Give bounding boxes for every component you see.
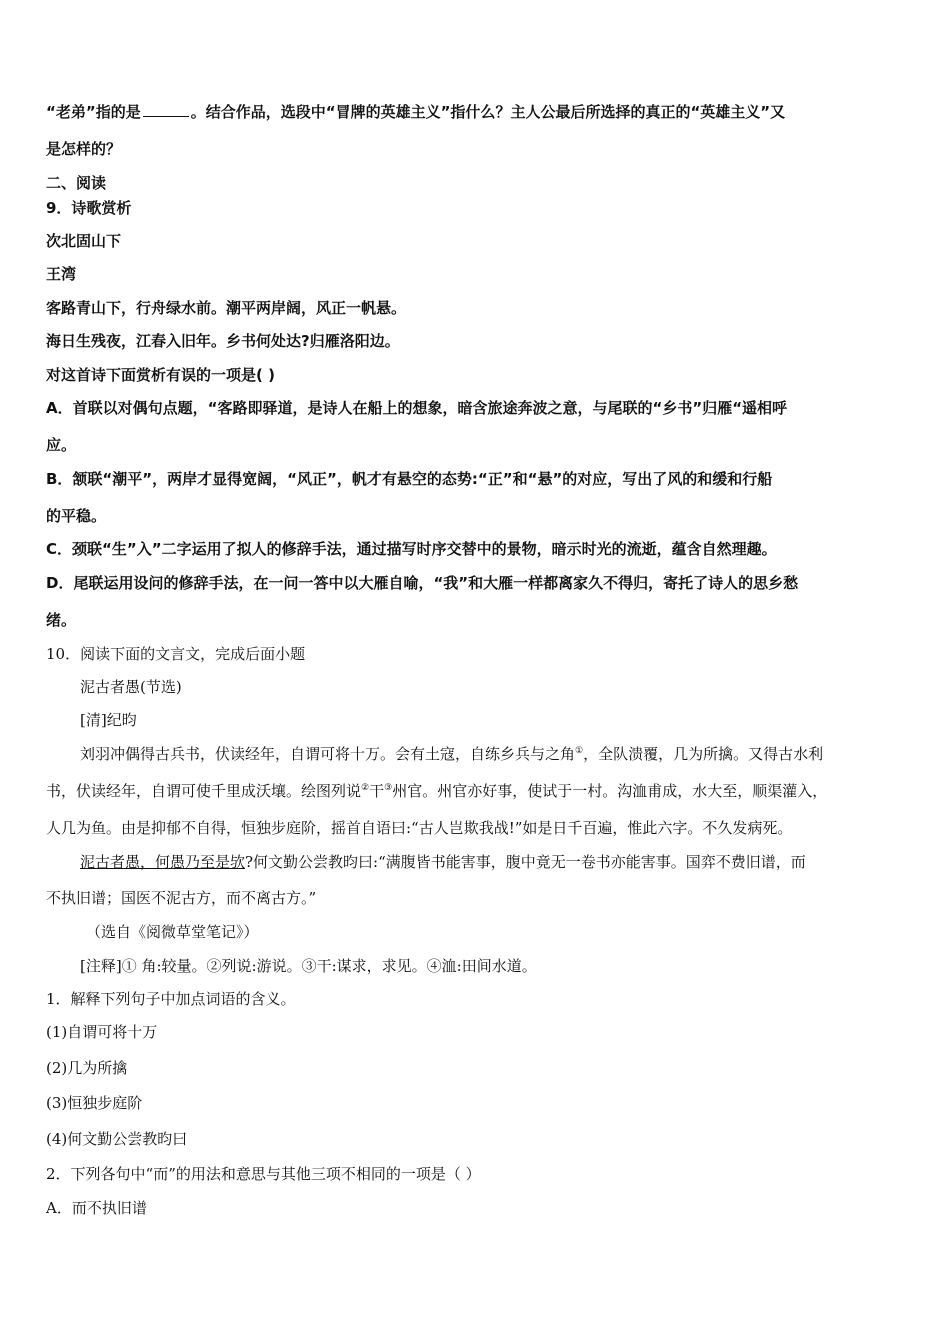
poem-title: 次北固山下 xyxy=(46,232,122,250)
sub-question-2: 2．下列各句中“而”的用法和意思与其他三项不相同的一项是（ ） xyxy=(46,1165,481,1183)
passage-p2-line-1: 泥古者愚，何愚乃至是欤?何文勤公尝教昀曰:“满腹皆书能害事，腹中竟无一卷书亦能害事。国弈不费旧谱，而 xyxy=(80,853,806,871)
passage-p2-line-2: 不执旧谱；国医不泥古方，而不离古方。” xyxy=(46,889,317,907)
sub-2-option-a[interactable]: A．而不执旧谱 xyxy=(46,1199,147,1217)
passage-notes: [注释]① 角:较量。②列说:游说。③干:谋求，求见。④洫:田间水道。 xyxy=(80,957,537,975)
q9-option-a-1[interactable]: A．首联以对偶句点题，“客路即驿道，是诗人在船上的想象，暗含旅途奔波之意，与尾联的“乡书”归雁“遥相呼 xyxy=(46,399,788,417)
poem-line-1: 客路青山下，行舟绿水前。潮平两岸阔，风正一帆悬。 xyxy=(46,299,407,317)
section-heading: 二、阅读 xyxy=(46,174,107,192)
q8-line-1 xyxy=(46,102,785,122)
q10-heading: 10．阅读下面的文言文，完成后面小题 xyxy=(46,645,306,663)
q9-option-b-1[interactable]: B．颔联“潮平”，两岸才显得宽阔，“风正”，帆才有悬空的态势:“正”和“悬”的对应，写出了风的和缓和行船 xyxy=(46,470,773,488)
poem-line-2: 海日生残夜，江春入旧年。乡书何处达?归雁洛阳边。 xyxy=(46,332,400,350)
sub-1-item-4: (4)何文勤公尝教昀曰 xyxy=(46,1130,188,1148)
footnote-mark: ② xyxy=(361,783,370,793)
q8-line-2: 是怎样的？ xyxy=(46,140,122,158)
passage-author: [清]纪昀 xyxy=(80,711,137,729)
q9-question: 对这首诗下面赏析有误的一项是( ) xyxy=(46,366,275,384)
q9-option-d-2: 绪。 xyxy=(46,611,77,629)
q9-option-d-1[interactable]: D．尾联运用设问的修辞手法，在一问一答中以大雁自喻，“我”和大雁一样都离家久不得归，寄托了诗人的思乡愁 xyxy=(46,574,799,592)
passage-p1-line-3: 人几为鱼。由是抑郁不自得，恒独步庭阶，摇首自语曰:“古人岂欺我战!”如是日千百遍，惟此六字。不久发病死。 xyxy=(46,819,793,837)
q9-option-a-2: 应。 xyxy=(46,436,77,454)
q9-option-c[interactable]: C．颈联“生”入”二字运用了拟人的修辞手法，通过描写时序交替中的景物，暗示时光的流逝，蕴含自然理趣。 xyxy=(46,540,777,558)
q8-line-1-a: “老弟”指的是 xyxy=(46,103,141,121)
q9-option-b-2: 的平稳。 xyxy=(46,507,107,525)
sub-1-item-1: (1)自谓可将十万 xyxy=(46,1023,158,1041)
passage-source: （选自《阅微草堂笔记》） xyxy=(86,923,259,941)
passage-p1-line-1: 刘羽冲偶得古兵书，伏读经年，自谓可将十万。会有土寇，自练乡兵与之角①，全队溃覆，几为所擒。又得古水利 xyxy=(80,745,824,763)
sub-1-item-3: (3)恒独步庭阶 xyxy=(46,1094,143,1112)
underlined-sentence: 泥古者愚，何愚乃至是欤 xyxy=(80,853,246,871)
q9-heading: 9．诗歌赏析 xyxy=(46,199,132,217)
answer-blank[interactable] xyxy=(143,104,189,117)
footnote-mark: ① xyxy=(575,746,584,756)
passage-title: 泥古者愚(节选) xyxy=(80,678,182,696)
sub-1-item-2: (2)几为所擒 xyxy=(46,1059,128,1077)
sub-question-1: 1．解释下列句子中加点词语的含义。 xyxy=(46,990,296,1008)
passage-p1-line-2: 书，伏读经年，自谓可使千里成沃壤。绘图列说②干③州官。州官亦好事，使试于一村。沟洫甫成，水大至，顺渠灌入， xyxy=(46,782,828,800)
q8-line-1-b: 。结合作品，选段中“冒牌的英雄主义”指什么？主人公最后所选择的真正的“英雄主义”又 xyxy=(190,103,786,121)
footnote-mark: ③ xyxy=(384,783,393,793)
poem-author: 王湾 xyxy=(46,265,77,283)
